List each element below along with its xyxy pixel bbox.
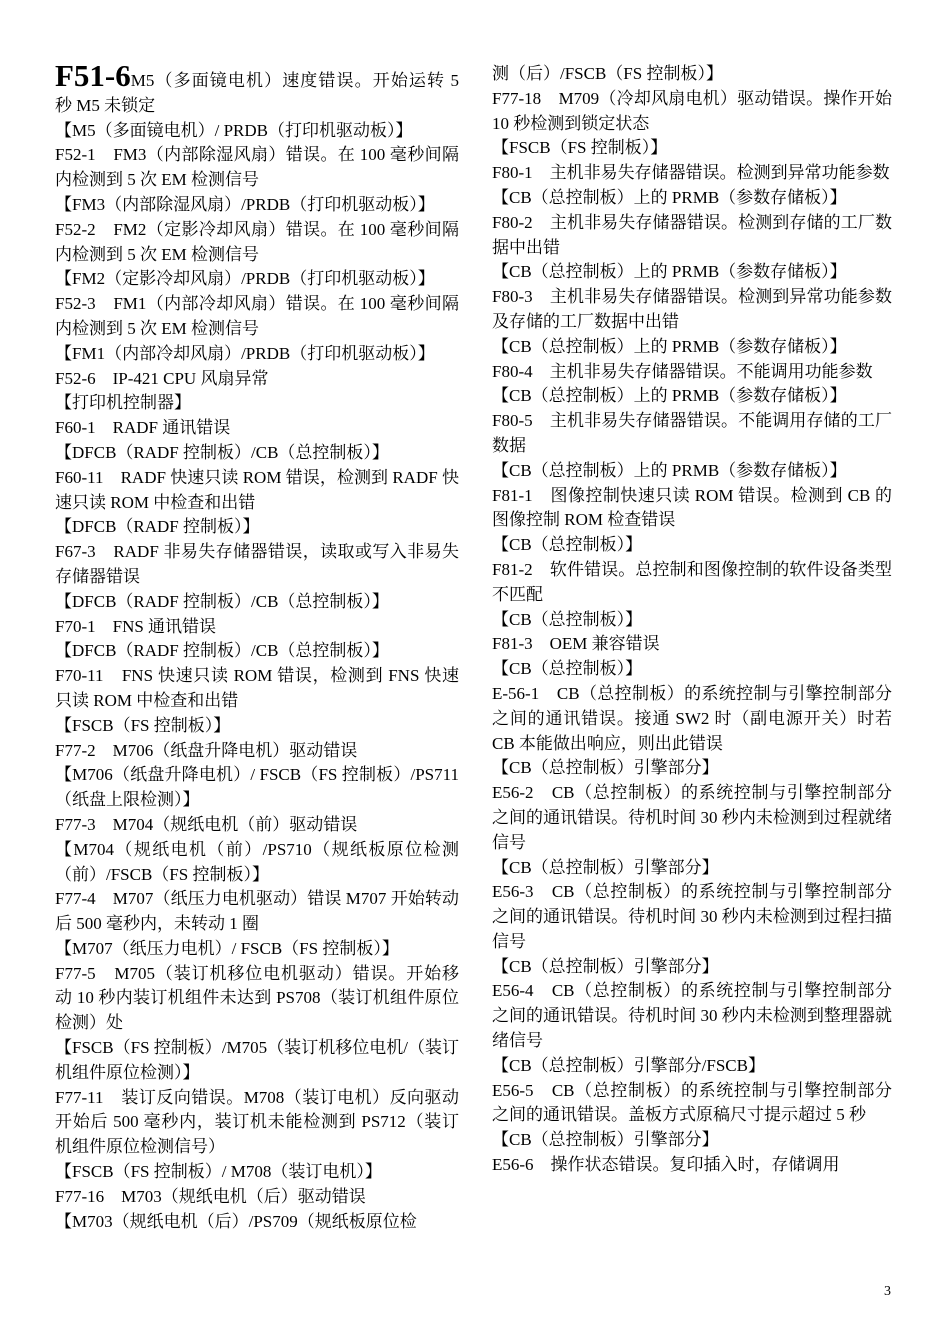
entry-line: 【FSCB（FS 控制板）/M705（装订机移位电机/（装订机组件原位检测）】	[55, 1038, 459, 1082]
entry-line: E56-5 CB（总控制板）的系统控制与引擎控制部分之间的通讯错误。盖板方式原稿尺寸提示超过 5 秒	[492, 1080, 892, 1125]
entry-line: F80-1 主机非易失存储器错误。检测到异常功能参数	[492, 163, 890, 183]
entry-line: E56-3 CB（总控制板）的系统控制与引擎控制部分之间的通讯错误。待机时间 30 秒内未检测到过程扫描信号	[492, 882, 892, 951]
left-column	[55, 58, 459, 1234]
entry-line: 【FM2（定影冷却风扇）/PRDB（打印机驱动板）】	[55, 269, 435, 289]
entry-line: 【CB（总控制板）上的 PRMB（参数存储板）】	[492, 262, 847, 282]
entry-line: 【CB（总控制板）引擎部分/FSCB】	[492, 1055, 765, 1075]
entry-line: F80-5 主机非易失存储器错误。不能调用存储的工厂数据	[492, 411, 892, 455]
entry-line: F70-1 FNS 通讯错误	[55, 616, 217, 636]
entry-line: F52-6 IP-421 CPU 风扇异常	[55, 368, 269, 388]
entry-line: 【CB（总控制板）引擎部分】	[492, 956, 719, 976]
entry-line: F77-2 M706（纸盘升降电机）驱动错误	[55, 740, 358, 760]
entry-line: 【CB（总控制板）引擎部分】	[492, 758, 719, 778]
entry-line: F77-4 M707（纸压力电机驱动）错误 M707 开始转动后 500 毫秒内，未转动 1 圈	[55, 889, 459, 934]
first-entry	[55, 58, 459, 119]
entry-line: F77-16 M703（规纸电机（后）驱动错误	[55, 1186, 366, 1206]
entry-line: 【CB（总控制板）引擎部分】	[492, 857, 719, 877]
entry-line: 【FM3（内部除湿风扇）/PRDB（打印机驱动板）】	[55, 194, 435, 214]
entry-line: 【DFCB（RADF 控制板）/CB（总控制板）】	[55, 442, 389, 462]
entry-line: 【CB（总控制板）上的 PRMB（参数存储板）】	[492, 386, 847, 406]
right-column	[492, 62, 892, 1178]
entry-line: F81-3 OEM 兼容错误	[492, 634, 660, 654]
entry-line: 【M5（多面镜电机）/ PRDB（打印机驱动板）】	[55, 120, 413, 140]
entry-text: M5（多面镜电机）速度错误。开始运转 5 秒 M5 未锁定	[55, 71, 459, 115]
entry-line: 【DFCB（RADF 控制板）/CB（总控制板）】	[55, 641, 389, 661]
entry-line: 【M703（规纸电机（后）/PS709（规纸板原位检	[55, 1211, 417, 1231]
entry-line: F52-2 FM2（定影冷却风扇）错误。在 100 毫秒间隔内检测到 5 次 EM 检测信号	[55, 219, 459, 264]
entry-line: F77-18 M709（冷却风扇电机）驱动错误。操作开始 10 秒检测到锁定状态	[492, 88, 892, 133]
entry-line: 【FSCB（FS 控制板）】	[55, 715, 231, 735]
entry-line: 【打印机控制器】	[55, 393, 191, 413]
entry-line: F52-1 FM3（内部除湿风扇）错误。在 100 毫秒间隔内检测到 5 次 EM 检测信号	[55, 145, 459, 190]
entry-line: F80-3 主机非易失存储器错误。检测到异常功能参数及存储的工厂数据中出错	[492, 287, 892, 331]
heading-code: F51-6	[55, 58, 131, 93]
entry-line: 【FSCB（FS 控制板）】	[492, 138, 668, 158]
entry-line: 【CB（总控制板）】	[492, 535, 643, 555]
entry-line: E56-6 操作状态错误。复印插入时，存储调用	[492, 1155, 840, 1175]
entry-line: 【CB（总控制板）上的 PRMB（参数存储板）】	[492, 336, 847, 356]
entry-line: 【CB（总控制板）引擎部分】	[492, 1130, 719, 1150]
entry-line: 【M707（纸压力电机）/ FSCB（FS 控制板）】	[55, 938, 399, 958]
entry-line: 【M706（纸盘升降电机）/ FSCB（FS 控制板）/PS711（纸盘上限检测）】	[55, 765, 459, 810]
entry-line: F52-3 FM1（内部冷却风扇）错误。在 100 毫秒间隔内检测到 5 次 EM 检测信号	[55, 294, 459, 338]
entry-line: F70-11 FNS 快速只读 ROM 错误，检测到 FNS 快速只读 ROM 中检查和出错	[55, 666, 459, 710]
entry-line: 【CB（总控制板）上的 PRMB（参数存储板）】	[492, 460, 847, 480]
entry-line: 【M704（规纸电机（前）/PS710（规纸板原位检测（前）/FSCB（FS 控制板）】	[55, 839, 459, 884]
entry-line: F77-3 M704（规纸电机（前）驱动错误	[55, 814, 358, 834]
entry-line: F77-11 装订反向错误。M708（装订电机）反向驱动开始后 500 毫秒内，装订机未能检测到 PS712（装订机组件原位检测信号）	[55, 1087, 459, 1157]
entry-line: F81-2 软件错误。总控制和图像控制的软件设备类型不匹配	[492, 559, 892, 604]
entry-line: F81-1 图像控制快速只读 ROM 错误。检测到 CB 的图像控制 ROM 检查错误	[492, 485, 892, 530]
page-number: 3	[884, 1284, 891, 1299]
entry-line: F77-5 M705（装订机移位电机驱动）错误。开始移动 10 秒内装订机组件未达到 PS708（装订机组件原位检测）处	[55, 963, 459, 1033]
entry-line: 测（后）/FSCB（FS 控制板）】	[492, 64, 723, 83]
entry-line: F80-2 主机非易失存储器错误。检测到存储的工厂数据中出错	[492, 212, 892, 257]
entry-line: F60-11 RADF 快速只读 ROM 错误，检测到 RADF 快速只读 ROM 中检查和出错	[55, 467, 459, 512]
entry-line: 【DFCB（RADF 控制板）/CB（总控制板）】	[55, 591, 389, 611]
entry-line: E56-4 CB（总控制板）的系统控制与引擎控制部分之间的通讯错误。待机时间 30 秒内未检测到整理器就绪信号	[492, 981, 892, 1051]
entry-line: 【CB（总控制板）上的 PRMB（参数存储板）】	[492, 187, 847, 207]
entry-line: E-56-1 CB（总控制板）的系统控制与引擎控制部分之间的通讯错误。接通 SW2 时（副电源开关）时若 CB 本能做出响应，则出此错误	[492, 683, 892, 753]
entry-line: 【CB（总控制板）】	[492, 609, 643, 629]
entry-line: 【FSCB（FS 控制板）/ M708（装订电机）】	[55, 1162, 382, 1182]
entry-line: 【CB（总控制板）】	[492, 659, 643, 679]
entry-line: E56-2 CB（总控制板）的系统控制与引擎控制部分之间的通讯错误。待机时间 30 秒内未检测到过程就绪信号	[492, 783, 892, 852]
entry-line: F80-4 主机非易失存储器错误。不能调用功能参数	[492, 361, 873, 381]
entry-line: F67-3 RADF 非易失存储器错误，读取或写入非易失存储器错误	[55, 542, 459, 586]
entry-line: 【FM1（内部冷却风扇）/PRDB（打印机驱动板）】	[55, 343, 435, 363]
entry-line: 【DFCB（RADF 控制板）】	[55, 517, 260, 537]
entry-line: F60-1 RADF 通讯错误	[55, 418, 231, 438]
